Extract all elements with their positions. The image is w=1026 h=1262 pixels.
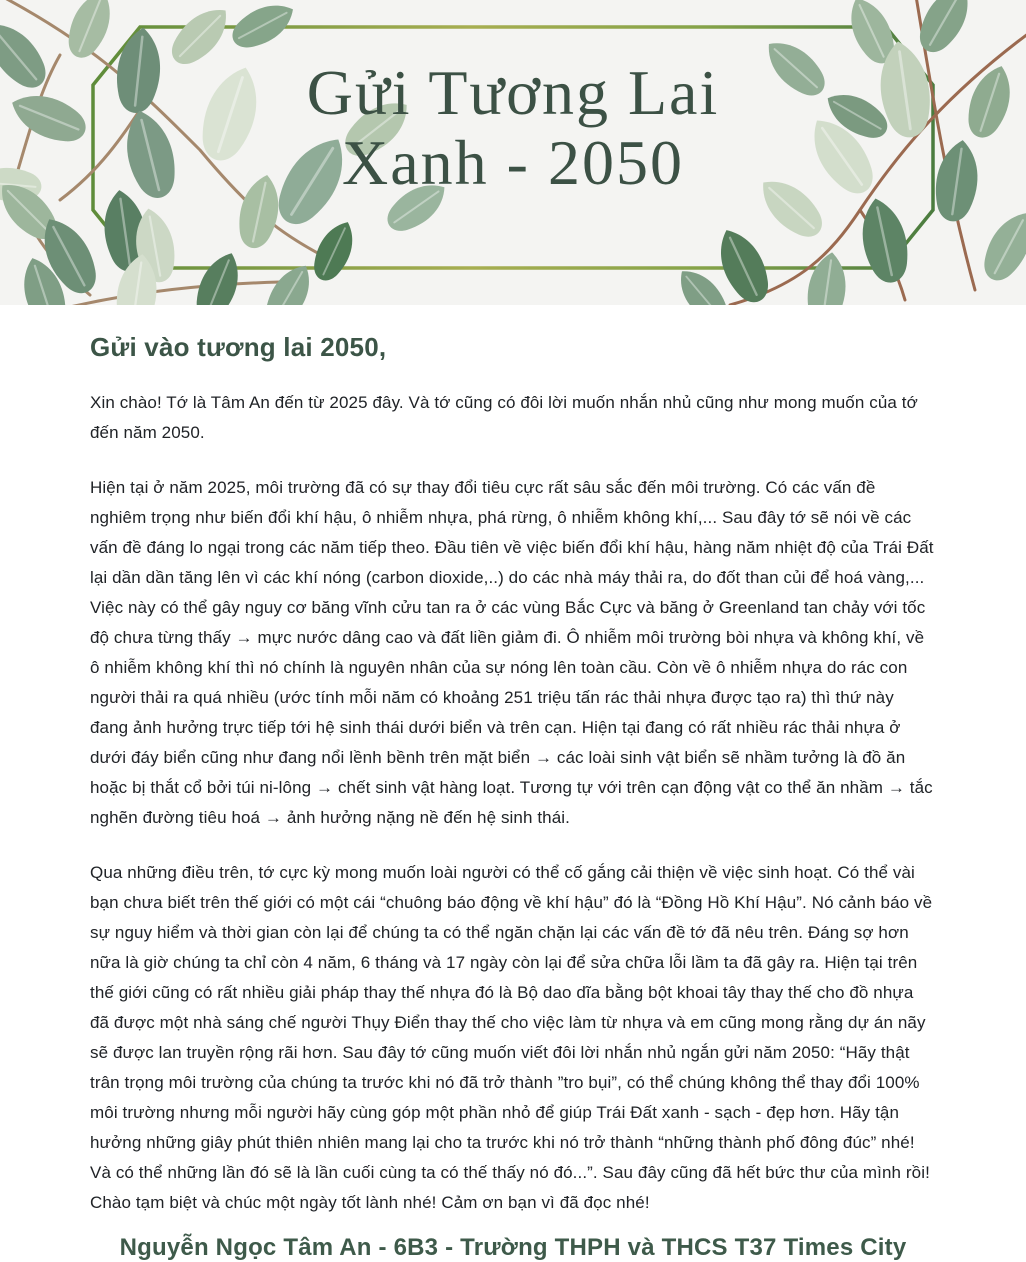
- page-title: [0, 58, 1026, 198]
- page-title-line1: Gửi Tương Lai: [306, 57, 720, 128]
- header-banner: [0, 0, 1026, 305]
- letter-salutation: Gửi vào tương lai 2050,: [90, 332, 387, 362]
- letter-signature: Nguyễn Ngọc Tâm An - 6B3 - Trường THPH và THCS T37 Times City: [119, 1234, 907, 1261]
- page-title-line2: Xanh - 2050: [342, 127, 684, 198]
- letter-paragraph-3: Qua những điều trên, tớ cực kỳ mong muốn loài người có thể cố gắng cải thiện về việc sinh hoạt. Có thể vài bạn chưa biết trên thế giới có một cái “chuông báo động về khí hậu” đó là “Đồng Hồ Khí Hậu”. Nó cảnh báo về sự nguy hiểm và thời gian còn lại để chúng ta có thể ngăn chặn lại các vấn đề tớ đã nêu trên. Đáng sợ hơn nữa là giờ chúng ta chỉ còn 4 năm, 6 tháng và 17 ngày còn lại để sửa chữa lỗi lầm ta đã gây ra. Hiện tại trên thế giới cũng có rất nhiều giải pháp thay thế nhựa đó là Bộ dao dĩa bằng bột khoai tây thay thế cho đồ nhựa đã được một nhà sáng chế người Thụy Điển thay thế cho việc làm từ nhựa và em cũng mong rằng dự án nãy sẽ được lan truyền rộng rãi hơn. Sau đây tớ cũng muốn viết đôi lời nhắn nhủ ngắn gửi năm 2050: “Hãy thật trân trọng môi trường của chúng ta trước khi nó đã trở thành ”tro bụi”, có thể chúng không thể thay đổi 100% môi trường nhưng mỗi người hãy cùng góp một phần nhỏ để giúp Trái Đất xanh - sạch - đẹp hơn. Hãy tận hưởng những giây phút thiên nhiên mang lại cho ta trước khi nó trở thành “những thành phố đông đúc” nhé! Và có thể những lần đó sẽ là lần cuối cùng ta có thế thấy nó đó...”. Sau đây cũng đã hết bức thư của mình rồi! Chào tạm biệt và chúc một ngày tốt lành nhé! Cảm ơn bạn vì đã đọc nhé!: [90, 863, 933, 1212]
- letter-paragraph-2: Hiện tại ở năm 2025, môi trường đã có sự thay đổi tiêu cực rất sâu sắc đến môi trường. Có các vấn đề nghiêm trọng như biến đổi khí hậu, ô nhiễm nhựa, phá rừng, ô nhiễm không khí,... Sau đây tớ sẽ nói về các vấn đề đáng lo ngại trong các năm tiếp theo. Đầu tiên về việc biến đổi khí hậu, hàng năm nhiệt độ của Trái Đất lại dần dần tăng lên vì các khí nóng (carbon dioxide,..) do các nhà máy thải ra, do đốt than củi để hoá vàng,... Việc này có thể gây nguy cơ băng vĩnh cửu tan ra ở các vùng Bắc Cực và băng ở Greenland tan chảy với tốc độ chưa từng thấy → mực nước dâng cao và đất liền giảm đi. Ô nhiễm môi trường bòi nhựa và không khí, về ô nhiễm không khí thì nó chính là nguyên nhân của sự nóng lên toàn cầu. Còn về ô nhiễm nhựa do rác con người thải ra quá nhiều (ước tính mỗi năm có khoảng 251 triệu tấn rác thải nhựa được tạo ra) thì thứ này đang ảnh hưởng trực tiếp tới hệ sinh thái dưới biển và trên cạn. Hiện tại đang có rất nhiều rác thải nhựa ở dưới đáy biển cũng như đang nổi lềnh bềnh trên mặt biển → các loài sinh vật biển sẽ nhầm tưởng là đồ ăn hoặc bị thắt cổ bởi túi ni-lông → chết sinh vật hàng loạt. Tương tự với trên cạn động vật co thể ăn nhầm → tắc nghẽn đường tiêu hoá → ảnh hưởng nặng nề đến hệ sinh thái.: [90, 478, 934, 827]
- letter-body: [90, 332, 936, 1262]
- letter-paragraph-1: Xin chào! Tớ là Tâm An đến từ 2025 đây. Và tớ cũng có đôi lời muốn nhắn nhủ cũng như mong muốn của tớ đến năm 2050.: [90, 393, 918, 442]
